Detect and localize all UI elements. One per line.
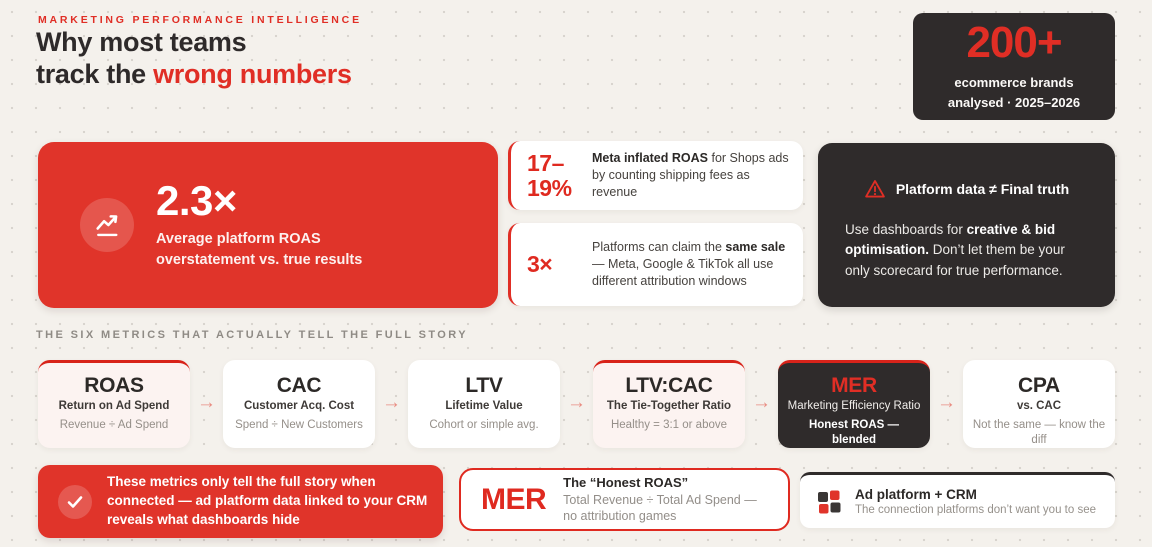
- check-icon: [58, 485, 92, 519]
- metrics-section-label: THE SIX METRICS THAT ACTUALLY TELL THE FULL STORY: [36, 329, 468, 341]
- hero-stat-value: 2.3×: [156, 177, 237, 225]
- fact-card-meta-inflated-roas: [508, 141, 803, 210]
- eyebrow-label: MARKETING PERFORMANCE INTELLIGENCE: [38, 14, 362, 26]
- fact-text: Platforms can claim the same sale — Meta, Google & TikTok all use different attribution windows: [592, 239, 786, 289]
- metric-card-cpa: [963, 360, 1115, 448]
- connect-note-card: [38, 465, 443, 538]
- metric-name: LTV: [465, 374, 503, 397]
- warning-triangle-icon: [864, 179, 886, 199]
- fact-stat-value: 3×: [527, 251, 553, 278]
- metric-subtitle: vs. CAC: [1016, 400, 1062, 413]
- arrow-right-icon: →: [382, 391, 401, 413]
- metric-card-cac: [223, 360, 375, 448]
- page-title: [36, 27, 352, 90]
- metric-name: CPA: [1018, 374, 1060, 397]
- metric-formula: Cohort or simple avg.: [429, 419, 539, 432]
- metric-subtitle: Marketing Efficiency Ratio: [787, 400, 921, 413]
- metric-subtitle: The Tie-Together Ratio: [606, 400, 732, 413]
- metric-name: MER: [831, 374, 877, 397]
- metric-formula: Honest ROAS — blended: [808, 419, 900, 447]
- warning-title: Platform data ≠ Final truth: [895, 181, 1070, 197]
- metric-subtitle: Lifetime Value: [445, 400, 523, 413]
- fact-text: Meta inflated ROAS for Shops ads by counting shipping fees as revenue: [592, 150, 789, 200]
- crm-connection-card: [800, 472, 1115, 528]
- metric-subtitle: Return on Ad Spend: [58, 400, 170, 413]
- metric-name: LTV:CAC: [625, 374, 713, 397]
- metric-card-roas: [38, 360, 190, 448]
- arrow-right-icon: →: [567, 391, 586, 413]
- metric-formula: Healthy = 3:1 or above: [610, 419, 728, 432]
- brands-caption-line2: analysed · 2025–2026: [947, 95, 1081, 110]
- arrow-right-icon: →: [937, 391, 956, 413]
- metric-formula: Revenue ÷ Ad Spend: [59, 419, 169, 432]
- connect-note-text: These metrics only tell the full story when connected — ad platform data linked to your CRM reveals what dashboards hide: [107, 474, 428, 527]
- metric-name: ROAS: [84, 374, 144, 397]
- brands-analysed-badge: [913, 13, 1115, 120]
- warning-card: [818, 143, 1115, 307]
- metrics-row: [38, 360, 1115, 448]
- page-title-highlight: wrong numbers: [153, 58, 352, 89]
- mer-body: Total Revenue ÷ Total Ad Spend — no attribution games: [563, 492, 757, 523]
- metric-card-ltv: [408, 360, 560, 448]
- trend-up-icon: [80, 198, 134, 252]
- connected-squares-icon: [816, 489, 842, 515]
- hero-caption-line2: overstatement vs. true results: [156, 251, 363, 268]
- metric-name: CAC: [276, 374, 322, 397]
- mer-title: The “Honest ROAS”: [563, 474, 689, 490]
- metric-card-ltv-cac: [593, 360, 745, 448]
- arrow-right-icon: →: [752, 391, 771, 413]
- warning-body: Use dashboards for creative & bid optimisation. Don’t let them be your only scorecard for true performance.: [845, 222, 1065, 278]
- page-title-line2: track the wrong numbers: [36, 58, 352, 89]
- fact-stat-value: 17– 19%: [527, 150, 572, 201]
- brands-caption-line1: ecommerce brands: [954, 75, 1074, 91]
- mer-definition-card: [459, 468, 790, 531]
- crm-body: The connection platforms don’t want you to see: [855, 504, 1097, 516]
- arrow-right-icon: →: [197, 391, 216, 413]
- metric-subtitle: Customer Acq. Cost: [243, 400, 355, 413]
- hero-stat-card: [38, 142, 498, 308]
- page-title-line1: Why most teams: [36, 27, 247, 57]
- fact-card-same-sale: [508, 223, 803, 306]
- hero-caption-line1: Average platform ROAS: [156, 231, 321, 248]
- metric-formula: Spend ÷ New Customers: [235, 419, 363, 432]
- metric-formula: Not the same — know the diff: [972, 419, 1106, 447]
- brands-count: 200+: [966, 18, 1062, 68]
- crm-title: Ad platform + CRM: [855, 487, 977, 502]
- metric-card-mer: [778, 360, 930, 448]
- mer-abbr: MER: [481, 482, 547, 516]
